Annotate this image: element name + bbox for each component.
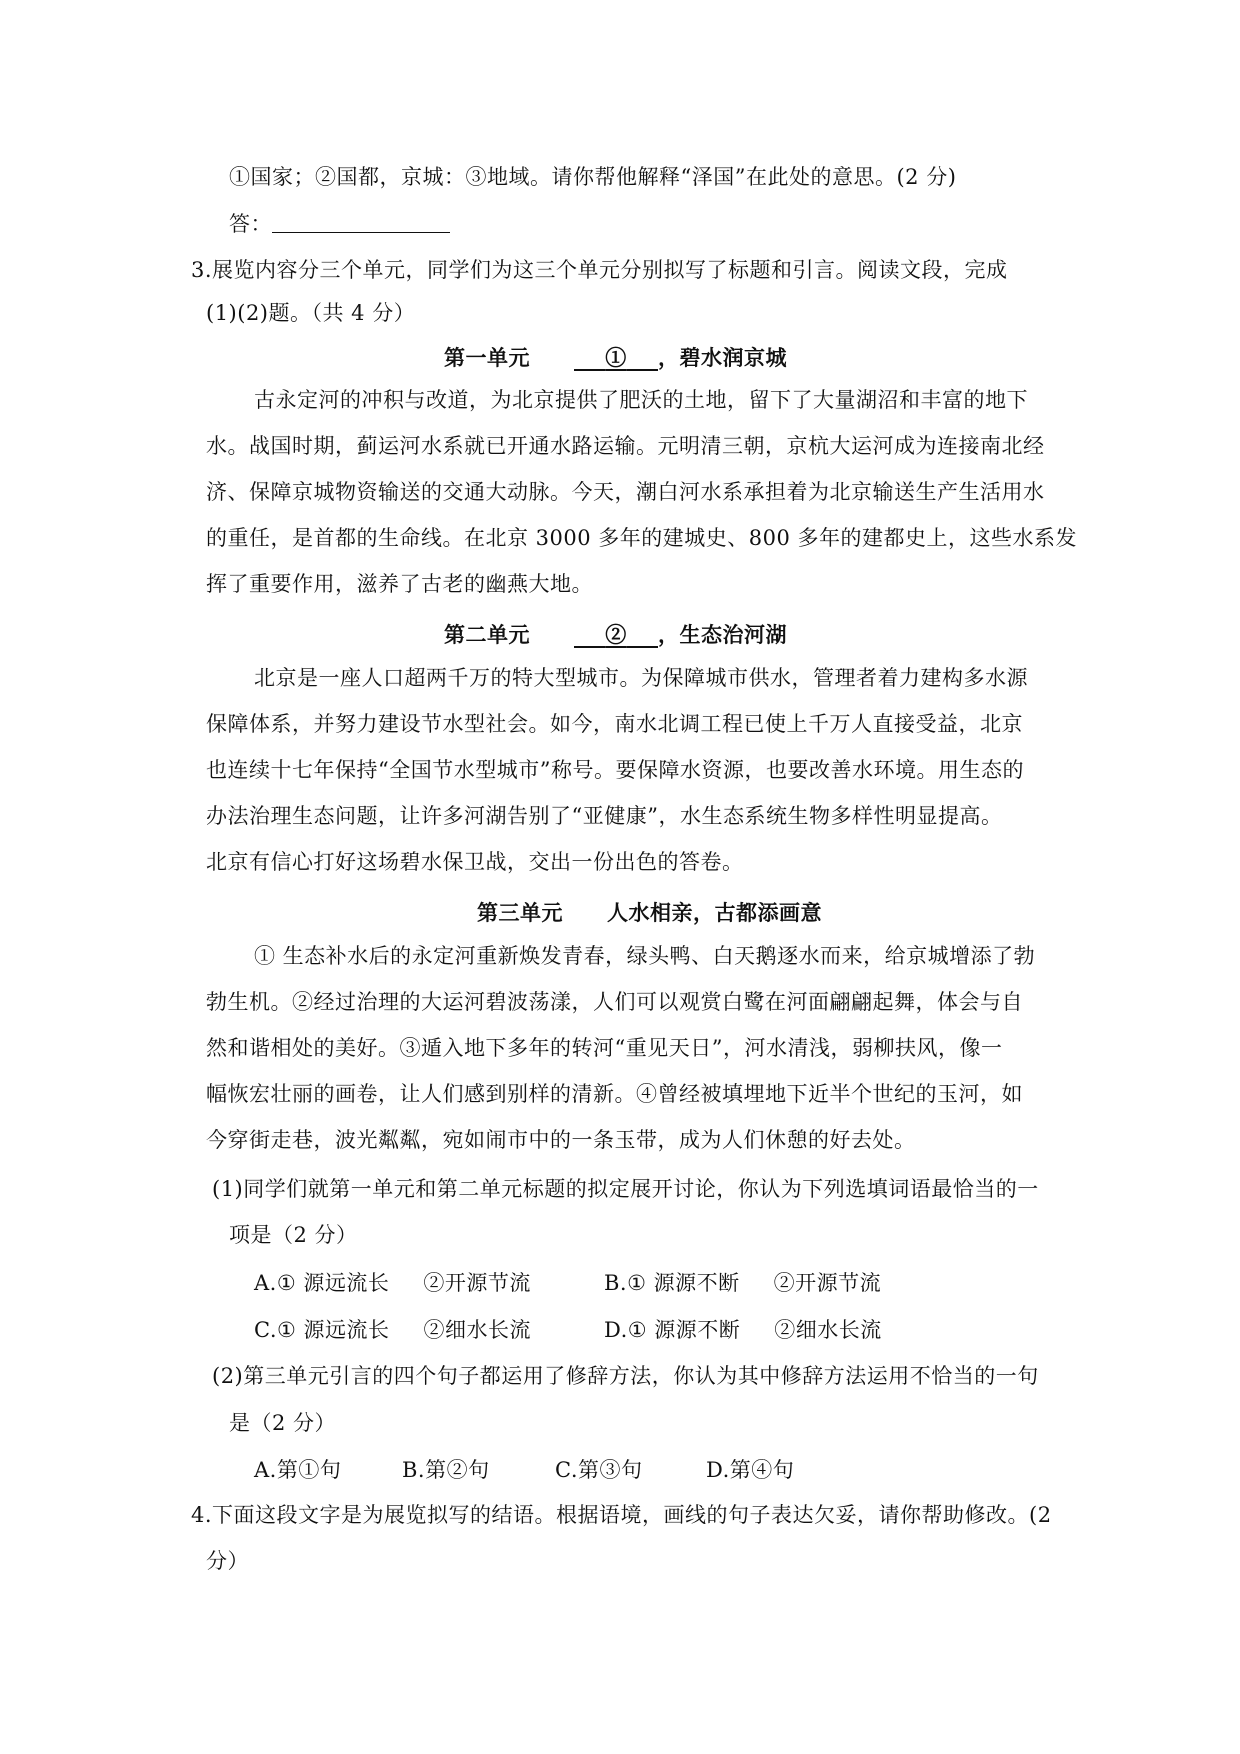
q3-stem-text1: 3.展览内容分三个单元，同学们为这三个单元分别拟写了标题和引言。阅读文段，完成 bbox=[191, 258, 1008, 282]
unit1-line-4 bbox=[206, 523, 1077, 553]
sub2-stem-line1 bbox=[212, 1361, 1039, 1391]
unit2-name: 第二单元 bbox=[444, 622, 530, 647]
q2-answer-blank[interactable] bbox=[272, 210, 450, 233]
sub1-option-a-second: ②开源节流 bbox=[423, 1271, 531, 1295]
unit2-text-3: 也连续十七年保持“全国节水型城市”称号。要保障水资源，也要改善水环境。用生态的 bbox=[206, 758, 1024, 782]
unit2-blank[interactable] bbox=[574, 622, 658, 647]
sub2-option-c-label: C.第③句 bbox=[555, 1458, 643, 1482]
unit3-text-2: 勃生机。②经过治理的大运河碧波荡漾，人们可以观赏白鹭在河面翩翩起舞，体会与自 bbox=[206, 990, 1023, 1014]
sub1-option-b[interactable] bbox=[604, 1268, 881, 1298]
sub2-stem-line2 bbox=[229, 1408, 336, 1438]
unit1-blank[interactable] bbox=[574, 345, 658, 370]
unit3-text-1: ① 生态补水后的永定河重新焕发青春，绿头鸭、白天鹅逐水而来，给京城增添了勃 bbox=[254, 944, 1036, 968]
unit1-line-5 bbox=[206, 569, 593, 599]
sub1-option-c[interactable] bbox=[254, 1315, 531, 1345]
unit2-blank-label: ② bbox=[605, 622, 627, 647]
unit3-text-4: 幅恢宏壮丽的画卷，让人们感到别样的清新。④曾经被填埋地下近半个世纪的玉河，如 bbox=[206, 1082, 1023, 1106]
sub2-stem-text1: (2)第三单元引言的四个句子都运用了修辞方法，你认为其中修辞方法运用不恰当的一句 bbox=[212, 1364, 1039, 1388]
unit2-text-4: 办法治理生态问题，让许多河湖告别了“亚健康”，水生态系统生物多样性明显提高。 bbox=[206, 804, 1003, 828]
q3-stem-line1 bbox=[191, 255, 1008, 285]
unit3-line-3 bbox=[206, 1033, 1002, 1063]
q2-answer-label: 答： bbox=[229, 212, 272, 236]
unit3-line-1 bbox=[254, 941, 1035, 971]
sub2-option-a-label: A.第①句 bbox=[254, 1458, 342, 1482]
unit2-line-2 bbox=[206, 709, 1023, 739]
unit2-title bbox=[444, 620, 787, 650]
sub1-option-c-second: ②细水长流 bbox=[423, 1318, 531, 1342]
unit1-line-3 bbox=[206, 477, 1045, 507]
unit1-line-1 bbox=[254, 385, 1028, 415]
unit2-title-rest: ，生态治河湖 bbox=[658, 622, 787, 647]
q2-answer-line bbox=[229, 209, 450, 239]
sub2-option-b[interactable] bbox=[402, 1455, 490, 1485]
sub1-stem-text2: 项是（2 分） bbox=[229, 1223, 358, 1247]
sub1-stem-line1 bbox=[212, 1174, 1039, 1204]
unit2-line-3 bbox=[206, 755, 1024, 785]
unit2-text-5: 北京有信心打好这场碧水保卫战，交出一份出色的答卷。 bbox=[206, 850, 744, 874]
sub1-stem-text1: (1)同学们就第一单元和第二单元标题的拟定展开讨论，你认为下列选填词语最恰当的一 bbox=[212, 1177, 1039, 1201]
sub1-option-d-second: ②细水长流 bbox=[774, 1318, 882, 1342]
unit1-text-1: 古永定河的冲积与改道，为北京提供了肥沃的土地，留下了大量湖沼和丰富的地下 bbox=[254, 388, 1028, 412]
sub1-option-a-label: A.① 源远流长 bbox=[254, 1271, 390, 1295]
sub2-option-d-label: D.第④句 bbox=[706, 1458, 795, 1482]
unit1-blank-label: ① bbox=[605, 345, 627, 370]
unit2-text-1: 北京是一座人口超两千万的特大型城市。为保障城市供水，管理者着力建构多水源 bbox=[254, 666, 1028, 690]
q4-stem-text2: 分） bbox=[206, 1549, 249, 1573]
unit2-line-5 bbox=[206, 847, 744, 877]
q4-stem-text1: 4.下面这段文字是为展览拟写的结语。根据语境，画线的句子表达欠妥，请你帮助修改。(2 bbox=[191, 1503, 1052, 1527]
unit3-text-5: 今穿街走巷，波光粼粼，宛如闹市中的一条玉带，成为人们休憩的好去处。 bbox=[206, 1128, 916, 1152]
unit3-name: 第三单元 bbox=[477, 900, 563, 925]
q3-stem-line2 bbox=[206, 298, 415, 328]
sub1-option-d-label: D.① 源源不断 bbox=[604, 1318, 741, 1342]
unit1-text-4: 的重任，是首都的生命线。在北京 3000 多年的建城史、800 多年的建都史上，这些水系发 bbox=[206, 526, 1078, 550]
sub1-option-b-label: B.① 源源不断 bbox=[604, 1271, 740, 1295]
unit1-line-2 bbox=[206, 431, 1045, 461]
unit1-text-2: 水。战国时期，蓟运河水系就已开通水路运输。元明清三朝，京杭大运河成为连接南北经 bbox=[206, 434, 1045, 458]
q3-stem-text2: (1)(2)题。（共 4 分） bbox=[206, 301, 416, 325]
unit1-title-rest: ，碧水润京城 bbox=[658, 345, 787, 370]
sub2-option-a[interactable] bbox=[254, 1455, 341, 1485]
unit1-text-3: 济、保障京城物资输送的交通大动脉。今天，潮白河水系承担着为北京输送生产生活用水 bbox=[206, 480, 1045, 504]
unit3-line-5 bbox=[206, 1125, 916, 1155]
sub2-option-c[interactable] bbox=[555, 1455, 643, 1485]
sub2-option-b-label: B.第②句 bbox=[402, 1458, 490, 1482]
sub1-option-c-label: C.① 源远流长 bbox=[254, 1318, 390, 1342]
sub2-stem-text2: 是（2 分） bbox=[229, 1411, 337, 1435]
unit1-name: 第一单元 bbox=[444, 345, 530, 370]
unit1-text-5: 挥了重要作用，滋养了古老的幽燕大地。 bbox=[206, 572, 593, 596]
sub1-option-d[interactable] bbox=[604, 1315, 882, 1345]
q4-stem-line2 bbox=[206, 1546, 249, 1576]
q2-options-text: ①国家；②国都，京城：③地域。请你帮他解释“泽国”在此处的意思。(2 分) bbox=[229, 165, 957, 189]
sub1-stem-line2 bbox=[229, 1220, 358, 1250]
sub1-option-a[interactable] bbox=[254, 1268, 531, 1298]
unit2-line-1 bbox=[254, 663, 1028, 693]
unit3-title bbox=[477, 898, 822, 928]
unit3-text-3: 然和谐相处的美好。③遁入地下多年的转河“重见天日”，河水清浅，弱柳扶风，像一 bbox=[206, 1036, 1003, 1060]
sub2-option-d[interactable] bbox=[706, 1455, 794, 1485]
unit3-line-2 bbox=[206, 987, 1023, 1017]
unit3-line-4 bbox=[206, 1079, 1023, 1109]
sub1-option-b-second: ②开源节流 bbox=[773, 1271, 882, 1295]
unit1-title bbox=[444, 343, 787, 373]
q2-options-line bbox=[229, 162, 956, 192]
q4-stem-line1 bbox=[191, 1500, 1052, 1530]
unit2-line-4 bbox=[206, 801, 1002, 831]
unit3-title-text: 人水相亲，古都添画意 bbox=[607, 900, 822, 925]
unit2-text-2: 保障体系，并努力建设节水型社会。如今，南水北调工程已使上千万人直接受益，北京 bbox=[206, 712, 1023, 736]
